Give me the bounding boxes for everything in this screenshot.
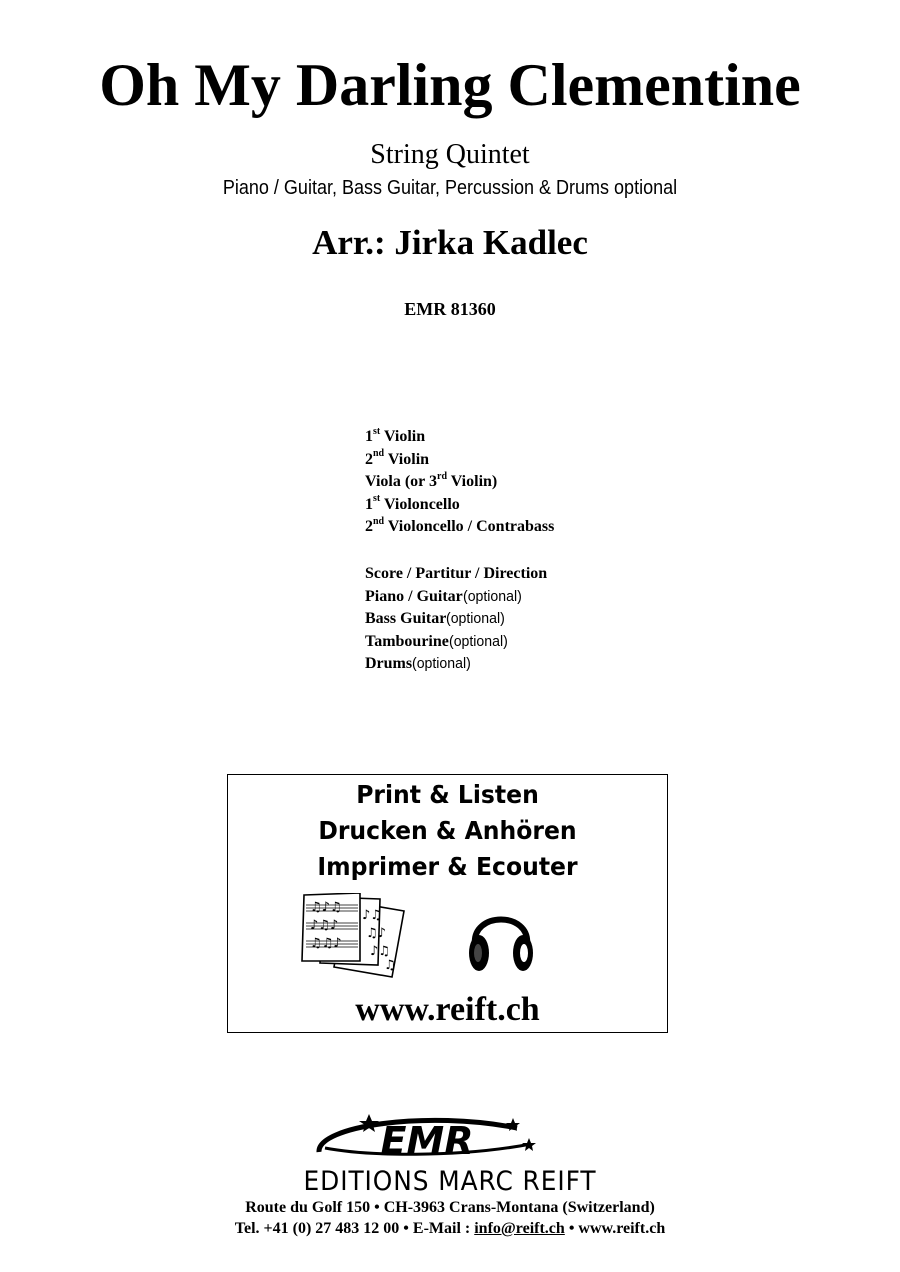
string-parts-list [365,426,554,539]
svg-text:♫♫♪: ♫♫♪ [310,936,342,951]
part-name: Tambourine [365,632,449,650]
part-text: Violin [380,428,426,445]
svg-text:♫: ♫ [384,958,396,973]
other-part-item [365,563,547,586]
part-note: (optional) [448,632,508,650]
part-ordinal: nd [373,515,385,527]
emr-logo [307,1108,547,1168]
part-text: Violoncello [380,495,460,513]
part-text: 2 [365,518,373,535]
instrumentation-line: Piano / Guitar, Bass Guitar, Percussion & Drums optional [222,177,678,199]
publisher-name: EDITIONS MARC REIFT [303,1166,597,1197]
part-name: Piano / Guitar [365,587,463,605]
svg-text:♫♪♫: ♫♪♫ [310,900,342,915]
string-part-item [365,516,554,539]
part-text: Violoncello / Contrabass [384,518,555,535]
part-name: Bass Guitar [365,610,447,627]
part-ordinal: nd [373,448,385,460]
contact-website[interactable]: • www.reift.ch [564,1220,666,1237]
arranger-credit: Arr.: Jirka Kadlec [312,223,588,262]
part-text: Violin) [447,473,498,490]
svg-text:♪♫: ♪♫ [362,908,382,923]
headphones-icon [465,897,537,977]
sheet-music-icon [300,893,410,979]
part-name: Score / Partitur / Direction [365,565,548,582]
piece-title: Oh My Darling Clementine [99,52,801,118]
other-part-item [365,631,547,654]
part-text: 1 [365,428,373,445]
ensemble-subtitle: String Quintet [370,139,530,170]
catalog-number: EMR 81360 [404,299,496,319]
part-ordinal: rd [437,470,447,482]
string-part-item [365,494,554,517]
part-note: (optional) [446,610,506,627]
other-parts-list [365,563,547,676]
part-note: (optional) [462,587,522,605]
contact-phone: Tel. +41 (0) 27 483 12 00 • E-Mail : [234,1220,475,1237]
string-part-item [365,471,554,494]
publisher-contact [0,1219,900,1239]
part-name: Drums [365,655,413,672]
other-part-item [365,608,547,631]
part-text: 2 [365,450,373,468]
part-ordinal: st [373,493,381,505]
print-listen-german: Drucken & Anhören [318,816,577,845]
print-listen-french: Imprimer & Ecouter [317,852,578,881]
part-text: Violin [384,450,430,468]
other-part-item [365,586,547,609]
emr-logo-text: EMR [380,1119,474,1163]
part-text: 1 [365,495,373,513]
part-note: (optional) [412,655,471,672]
other-part-item [365,653,547,676]
print-and-listen-box [227,774,668,1033]
print-listen-english: Print & Listen [356,780,539,809]
part-ordinal: st [373,425,381,437]
string-part-item [365,449,554,472]
svg-text:♪♫: ♪♫ [370,944,390,959]
publisher-address: Route du Golf 150 • CH-3963 Crans-Montana (Switzerland) [245,1199,655,1216]
string-part-item [365,426,554,449]
part-text: Viola (or 3 [365,473,437,490]
svg-text:♫♪: ♫♪ [366,926,386,941]
website-url[interactable]: www.reift.ch [355,991,540,1028]
contact-email-link[interactable]: info@reift.ch [474,1220,565,1237]
svg-text:♪♫♪: ♪♫♪ [310,918,339,933]
